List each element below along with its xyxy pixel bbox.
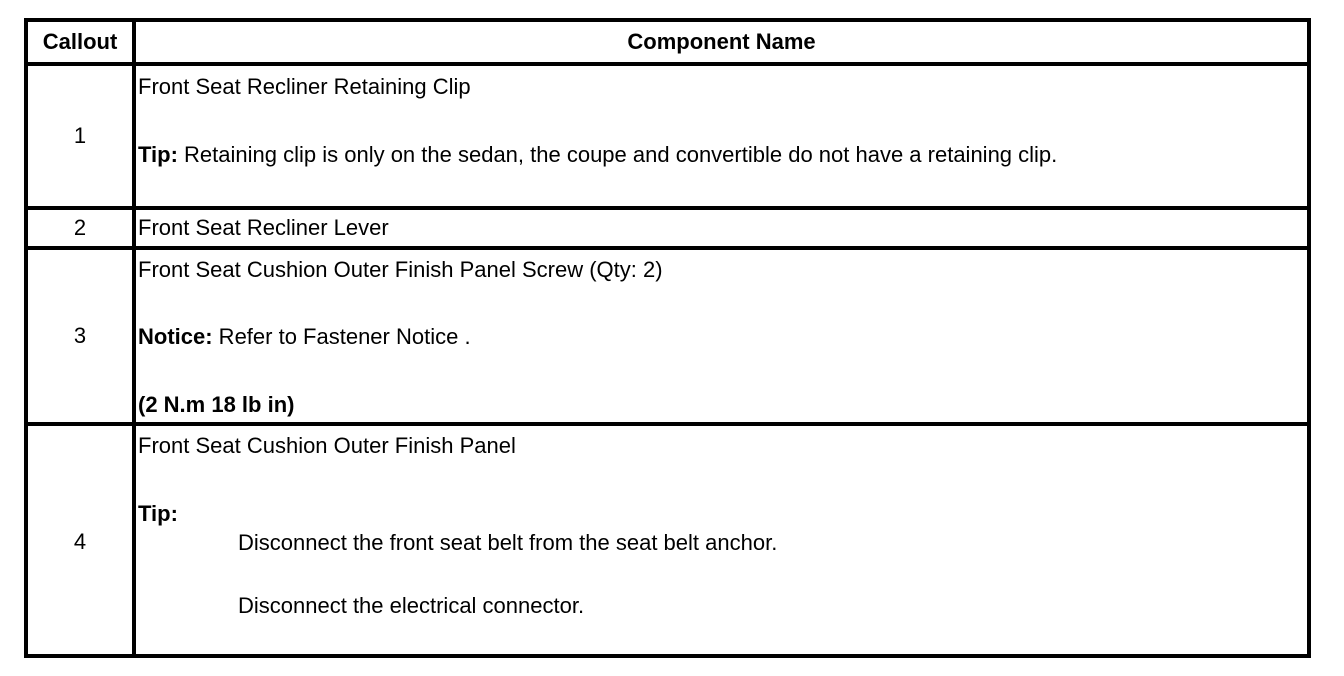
row-3-callout: 3 — [73, 323, 87, 348]
row-divider — [28, 246, 1307, 250]
header-component-name: Component Name — [627, 29, 816, 54]
column-divider — [132, 22, 136, 654]
row-3-title: Front Seat Cushion Outer Finish Panel Screw (Qty: 2) — [138, 257, 663, 282]
row-2-callout: 2 — [73, 215, 87, 240]
header-divider — [28, 62, 1307, 66]
row-2-title: Front Seat Recliner Lever — [138, 215, 389, 240]
row-4-callout: 4 — [73, 529, 87, 554]
row-1-tip — [138, 142, 1057, 168]
row-1-callout: 1 — [73, 123, 87, 148]
row-4-tip-label: Tip: — [138, 501, 178, 526]
component-table — [24, 18, 1311, 658]
row-divider — [28, 206, 1307, 210]
row-4-title: Front Seat Cushion Outer Finish Panel — [138, 433, 516, 458]
row-1-tip-text: Retaining clip is only on the sedan, the coupe and convertible do not have a retaining clip. — [177, 142, 1058, 167]
row-3-notice-text: Refer to Fastener Notice . — [212, 324, 471, 349]
row-4-step-2: Disconnect the electrical connector. — [238, 593, 585, 618]
row-1-title: Front Seat Recliner Retaining Clip — [138, 74, 471, 99]
row-divider — [28, 422, 1307, 426]
row-4-step-1: Disconnect the front seat belt from the seat belt anchor. — [238, 530, 778, 555]
row-1-tip-label: Tip: — [138, 142, 178, 167]
row-3-torque: (2 N.m 18 lb in) — [138, 392, 295, 417]
header-callout: Callout — [42, 29, 118, 54]
row-3-notice-label: Notice: — [138, 324, 213, 349]
row-3-notice — [138, 324, 471, 350]
